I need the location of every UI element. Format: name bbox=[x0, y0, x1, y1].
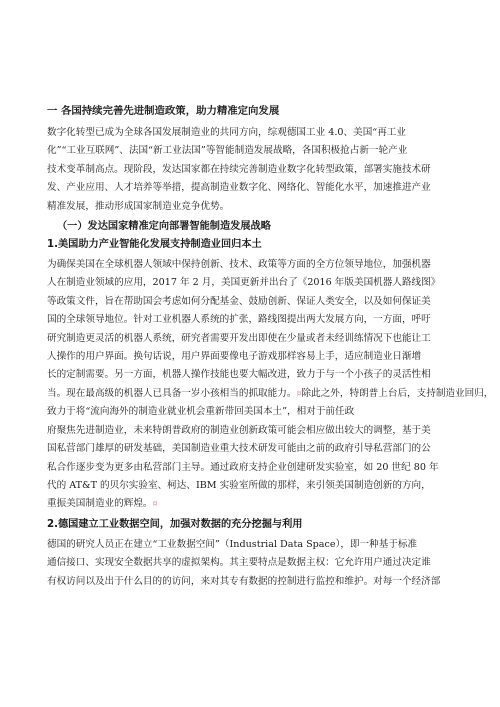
document-page bbox=[47, 104, 494, 591]
text-line-with-mark bbox=[47, 495, 459, 513]
text-line: 致力于将“流向海外的制造业就业机会重新带回美国本土”，相对于前任政 bbox=[47, 406, 355, 418]
text-line: 府聚焦先进制造业，未来特朗普政府的制造业创新政策可能会相应做出较大的调整，基于美 bbox=[47, 424, 431, 436]
text-line: 国的全球领导地位。针对工业机器人系统的扩张，路线图提出两大发展方向，一方面，呼吁 bbox=[47, 314, 431, 326]
item-heading-us: 1.美国助力产业智能化发展支持制造业回归本土 bbox=[47, 239, 262, 251]
subsection-heading: （一）发达国家精准定向部署智能制造发展战略 bbox=[57, 221, 271, 233]
text-line: 为确保美国在全球机器人领域中保持创新、技术、政策等方面的全方位领导地位，加强机器 bbox=[47, 259, 431, 271]
text-line: 有权访问以及出于什么目的的访问，来对其专有数据的控制进行监控和维护。对每一个经济部 bbox=[47, 575, 441, 587]
text-fragment: 重振美国制造业的辉煌。 bbox=[47, 498, 153, 510]
text-line: 人操作的用户界面。换句话说，用户界面要像电子游戏那样容易上手，适应制造业日渐增 bbox=[47, 351, 422, 363]
text-line: 德国的研究人员正在建立“工业数据空间”（Industrial Data Space），即一种基于标准 bbox=[47, 538, 418, 550]
item-us-paragraph bbox=[47, 256, 494, 514]
marker-symbol: ¤ bbox=[296, 388, 302, 398]
text-line: 发、产业应用、人才培养等举措，提高制造业数字化、网络化、智能化水平，加速推进产业 bbox=[47, 182, 431, 194]
section-intro-paragraph bbox=[47, 124, 459, 216]
text-line: 数字化转型已成为全球各国发展制造业的共同方向，综观德国工业 4.0、美国“再工业 bbox=[47, 127, 406, 138]
item-heading-germany: 2.德国建立工业数据空间，加强对数据的充分挖掘与利用 bbox=[47, 518, 303, 530]
text-line: 长的定制需要。另一方面，机器人操作技能也要大幅改进，致力于与一个小孩子的灵活性相 bbox=[47, 369, 431, 381]
text-line: 通信接口、实现安全数据共享的虚拟架构。其主要特点是数据主权：它允许用户通过决定谁 bbox=[47, 557, 431, 569]
text-line: 等政策文件，旨在帮助国会考虑如何分配基金、鼓励创新、保证人类安全，以及如何保证美 bbox=[47, 295, 431, 307]
item-germany-paragraph bbox=[47, 536, 459, 591]
text-line: 私合作逐步变为更多由私营部门主导。通过政府支持企业创建研发实验室，如 20 世纪 80 年 bbox=[47, 461, 439, 473]
text-line: 代的 AT&T 的贝尔实验室、柯达、IBM 实验室所做的那样，来引领美国制造创新的方向， bbox=[47, 479, 431, 491]
text-line: 人在制造业领域的应用，2017 年 2 月，美国更新并出台了《2016 年版美国机器人路线图》 bbox=[47, 277, 441, 289]
text-line: 精准发展，推动形成国家制造业竞争优势。 bbox=[47, 200, 230, 212]
text-line: 技术变革制高点。现阶段，发达国家都在持续完善制造业数字化转型政策，部署实施技术研 bbox=[47, 163, 431, 175]
text-fragment: 当。现在最高级的机器人已具备一岁小孩相当的抓取能力。 bbox=[47, 387, 297, 399]
text-line: 化”“工业互联网”、法国“新工业法国”等智能制造发展战略，各国积极抢占新一轮产业 bbox=[47, 145, 408, 157]
text-line: 国私营部门雄厚的研发基础，美国制造业重大技术研发可能由之前的政府引导私营部门的公 bbox=[47, 443, 431, 455]
text-line-with-mark bbox=[47, 385, 494, 403]
section-heading: 一 各国持续完善先进制造政策，助力精准定向发展 bbox=[47, 105, 280, 117]
text-fragment: 除此之外，特朗普上台后，支持制造业回归， bbox=[301, 387, 494, 399]
text-line: 研究制造更灵活的机器人系统，研究者需要开发出即使在少量或者未经训练情况下也能让工 bbox=[47, 332, 431, 344]
marker-symbol: ¤ bbox=[152, 499, 158, 509]
